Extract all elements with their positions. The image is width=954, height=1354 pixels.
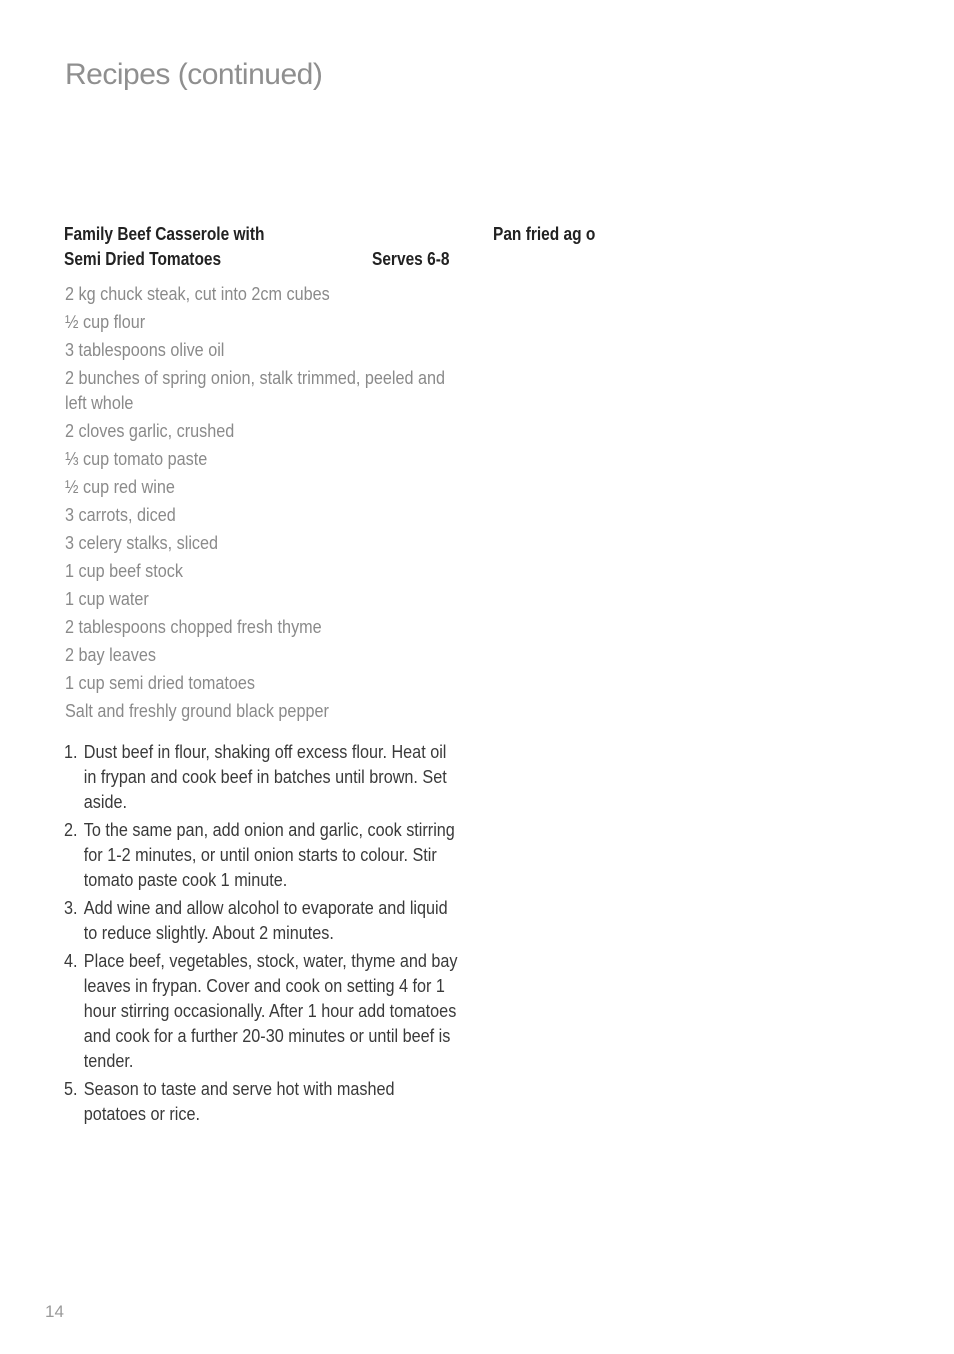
ingredient-item: 1 cup water [65, 589, 149, 609]
step-text: Dust beef in flour, shaking off excess flour. Heat oil in frypan and cook beef in batches until brown. Set aside. [83, 742, 447, 812]
recipe-title [64, 222, 406, 272]
ingredient-item: 2 bunches of spring onion, stalk trimmed, peeled and left whole [65, 368, 446, 413]
step-number: 5. [64, 1079, 78, 1099]
ingredient-item: 3 celery stalks, sliced [65, 533, 219, 553]
ingredient-item: 2 cloves garlic, crushed [65, 421, 235, 441]
ingredient-item: 2 tablespoons chopped fresh thyme [65, 617, 322, 637]
recipe-title-line-1: Family Beef Casserole with [64, 224, 265, 244]
ingredient-item: 2 bay leaves [65, 645, 156, 665]
ingredient-item: 3 carrots, diced [65, 505, 176, 525]
ingredient-item: 2 kg chuck steak, cut into 2cm cubes [65, 284, 330, 304]
ingredient-item: ½ cup flour [65, 312, 146, 332]
step-text: Add wine and allow alcohol to evaporate and liquid to reduce slightly. About 2 minutes. [83, 898, 448, 943]
method-step [64, 740, 460, 815]
method-steps [64, 740, 460, 1130]
next-recipe-title: Pan fried ag o [493, 224, 596, 244]
ingredient-item: 3 tablespoons olive oil [65, 340, 225, 360]
step-text: To the same pan, add onion and garlic, cook stirring for 1-2 minutes, or until onion starts to colour. Stir tomato paste cook 1 minute. [83, 820, 455, 890]
step-number: 2. [64, 820, 78, 840]
ingredients-list [65, 282, 461, 727]
step-number: 1. [64, 742, 78, 762]
method-step [64, 896, 460, 946]
step-number: 4. [64, 951, 78, 971]
step-text: Place beef, vegetables, stock, water, thyme and bay leaves in frypan. Cover and cook on setting 4 for 1 hour stirring occasionally. After 1 hour add tomatoes and cook for a further 20-30 minutes or until beef is tender. [83, 951, 458, 1071]
page-number: 14 [45, 1302, 64, 1321]
ingredient-item: ⅓ cup tomato paste [65, 449, 208, 469]
ingredient-item: ½ cup red wine [65, 477, 175, 497]
step-text: Season to taste and serve hot with mashed potatoes or rice. [83, 1079, 395, 1124]
method-step [64, 949, 460, 1074]
recipe-title-line-2: Semi Dried Tomatoes [64, 249, 222, 269]
method-step [64, 1077, 460, 1127]
method-step [64, 818, 460, 893]
page-title: Recipes (continued) [65, 58, 323, 91]
ingredient-item: 1 cup beef stock [65, 561, 183, 581]
serves-label: Serves 6-8 [372, 249, 450, 269]
ingredient-item: 1 cup semi dried tomatoes [65, 673, 255, 693]
step-number: 3. [64, 898, 78, 918]
ingredient-item: Salt and freshly ground black pepper [65, 701, 329, 721]
